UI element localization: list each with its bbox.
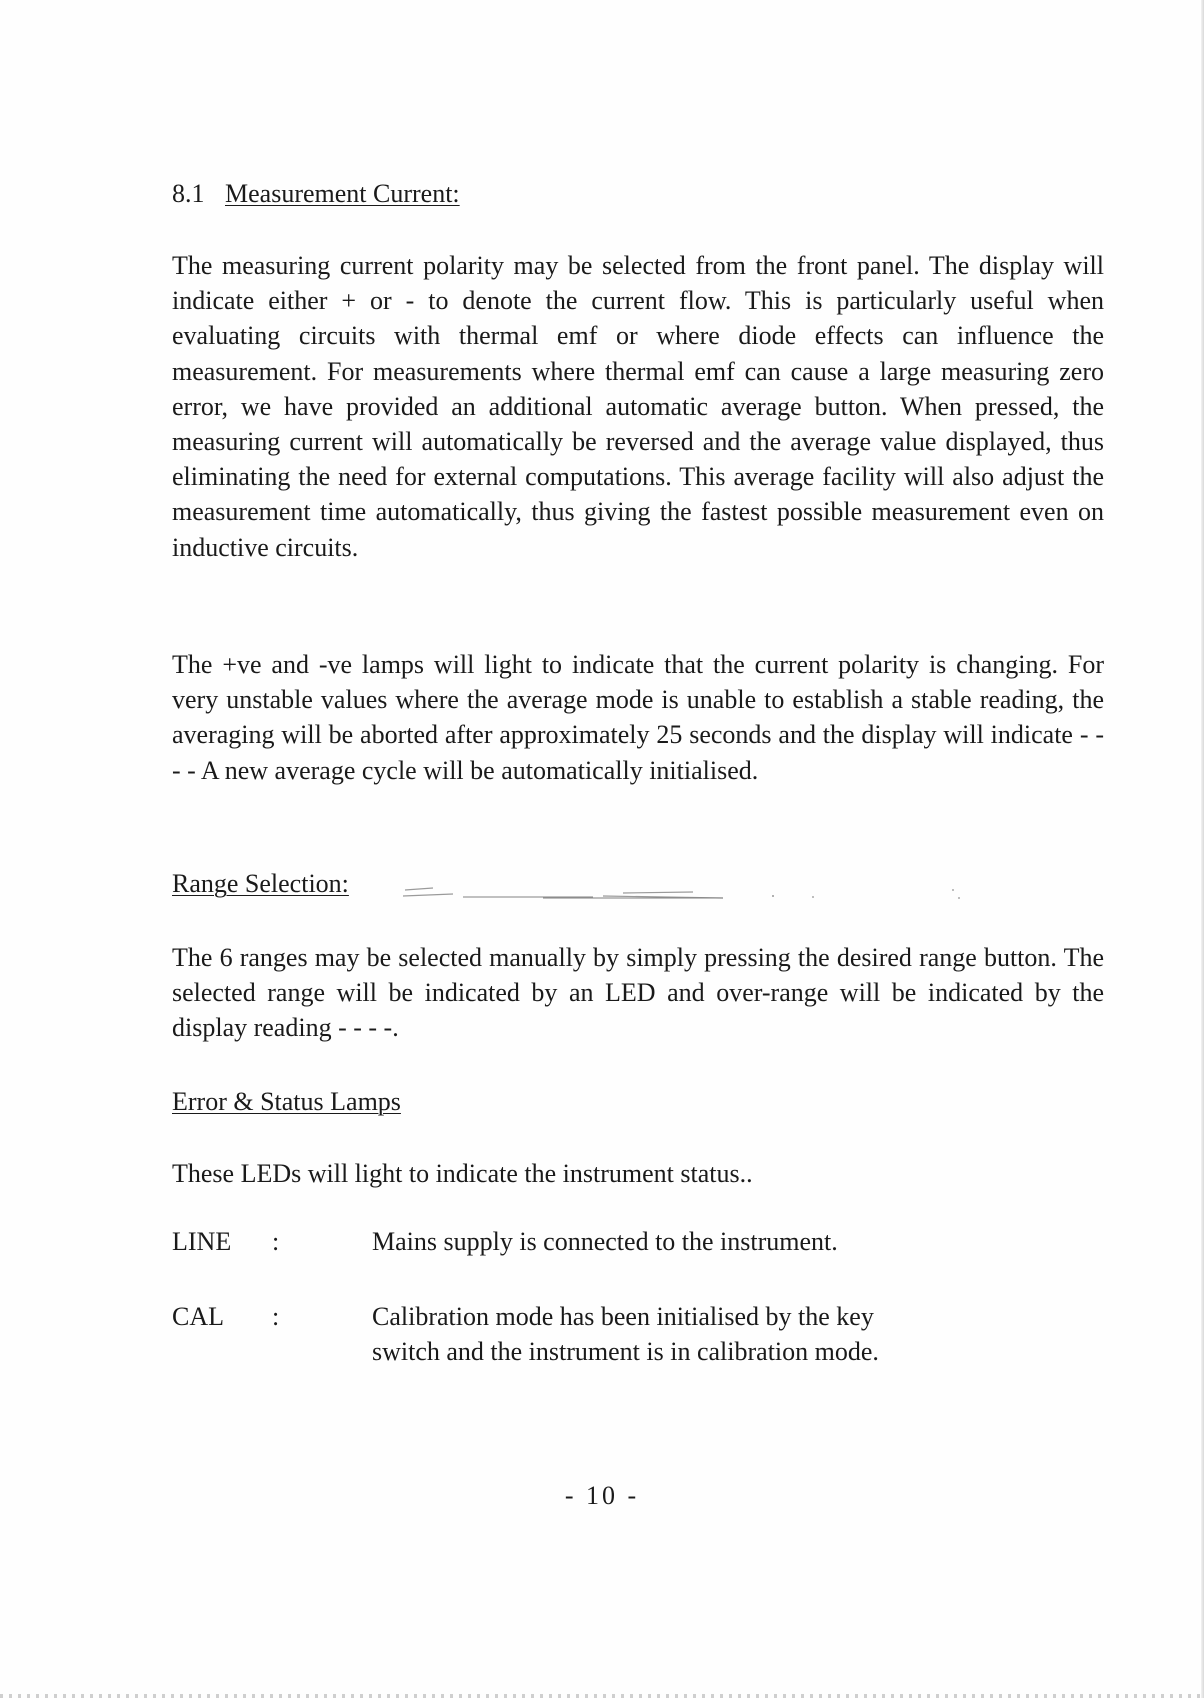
range-paragraph: The 6 ranges may be selected manually by simply pressing the desired range button. The selected range will be indicated by an LED and over-range will be indicated by the display reading - - - -. — [172, 943, 1104, 1043]
status-heading — [172, 1086, 401, 1118]
status-description: Calibration mode has been initialised by the key switch and the instrument is in calibration mode. — [372, 1302, 879, 1367]
range-heading — [172, 868, 349, 900]
scan-smudge — [393, 884, 983, 904]
status-description: Mains supply is connected to the instrument. — [372, 1227, 838, 1256]
status-intro: These LEDs will light to indicate the instrument status.. — [172, 1159, 753, 1188]
section-title: Measurement Current: — [225, 179, 460, 208]
section-heading — [172, 178, 460, 210]
status-heading-text: Error & Status Lamps — [172, 1087, 401, 1116]
status-separator: : — [272, 1302, 280, 1331]
measurement-paragraph-1: The measuring current polarity may be selected from the front panel. The display will indicate either + or - to denote the current flow. This is particularly useful when evaluating circuits with thermal emf or where diode effects can influence the measurement. For measurements where thermal emf can cause a large measuring zero error, we have provided an additional automatic average button. When pressed, the measuring current will automatically be reversed and the average value displayed, thus eliminating the need for external computations. This average facility will also adjust the measurement time automatically, thus giving the fastest possible measurement even on inductive circuits. — [172, 251, 1104, 562]
section-number: 8.1 — [172, 179, 205, 208]
status-code: CAL — [172, 1302, 224, 1331]
measurement-paragraph-2: The +ve and -ve lamps will light to indicate that the current polarity is changing. For very unstable values where the average mode is unable to establish a stable reading, the averaging will be aborted after approximately 25 seconds and the display will indicate - - - - A new average cycle will be automatically initialised. — [172, 650, 1104, 785]
status-code: LINE — [172, 1227, 232, 1256]
scan-edge-bottom — [0, 1694, 1204, 1698]
status-separator: : — [272, 1227, 280, 1256]
range-heading-text: Range Selection: — [172, 869, 349, 898]
page-number: - 10 - — [564, 1481, 640, 1510]
